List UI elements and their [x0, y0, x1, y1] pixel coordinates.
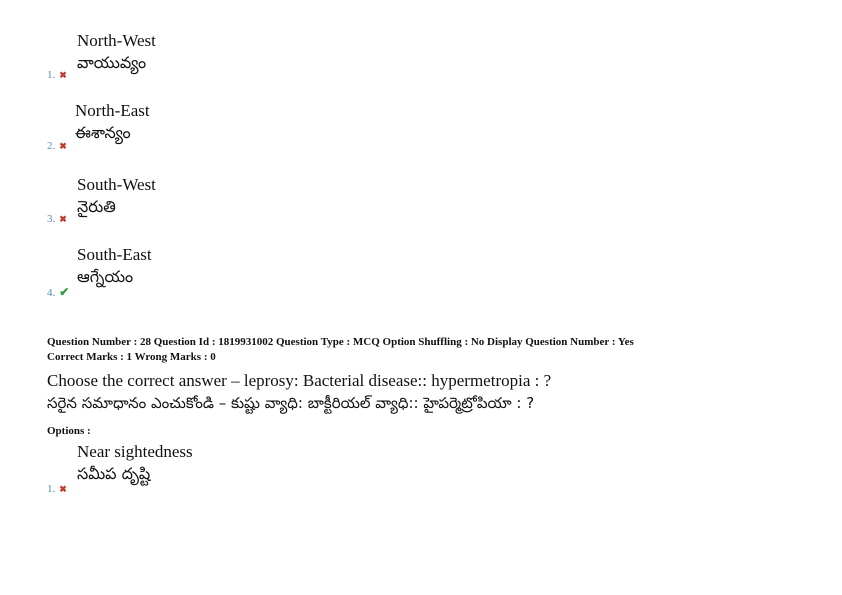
wrong-mark-icon: ✖ [59, 140, 67, 151]
option-4-english: South-East [77, 245, 152, 264]
option-number: 3. [47, 213, 56, 225]
option-1-marker [47, 69, 67, 81]
question-meta: Question Number : 28 Question Id : 1819931002 Question Type : MCQ Option Shuffling : No Display Question Number : Yes [47, 336, 634, 348]
option-1-telugu: వాయువ్యం [77, 53, 147, 72]
option-number: 1. [47, 483, 56, 495]
option-2-marker [47, 140, 67, 152]
option-3-telugu: నైరుతి [77, 197, 116, 216]
wrong-mark-icon: ✖ [59, 213, 67, 224]
option-4-marker [47, 285, 69, 300]
correct-check-icon: ✔ [59, 285, 70, 299]
option-3-english: South-West [77, 175, 156, 194]
option-number: 1. [47, 69, 56, 81]
option-number: 4. [47, 286, 56, 299]
wrong-mark-icon: ✖ [59, 69, 67, 80]
option-4-telugu: ఆగ్నేయం [77, 267, 134, 286]
question-marks: Correct Marks : 1 Wrong Marks : 0 [47, 351, 216, 363]
option-3-marker [47, 213, 67, 225]
option-2-english: North-East [75, 101, 150, 120]
question-text-telugu: సరైన సమాధానం ఎంచుకోండి – కుష్టు వ్యాధి: బాక్టీరియల్ వ్యాధి:: హైపర్మెట్రోపియా : ? [47, 394, 535, 412]
option-number: 2. [47, 140, 56, 152]
wrong-mark-icon: ✖ [59, 483, 67, 494]
q28-option-1-marker [47, 483, 67, 495]
question-text-english: Choose the correct answer – leprosy: Bacterial disease:: hypermetropia : ? [47, 371, 552, 390]
option-2-telugu: ఈశాన్యం [75, 123, 131, 142]
option-1-english: North-West [77, 31, 156, 50]
options-label: Options : [47, 425, 91, 437]
q28-option-1-telugu: సమీప దృష్టి [77, 464, 151, 483]
q28-option-1-english: Near sightedness [77, 442, 193, 461]
